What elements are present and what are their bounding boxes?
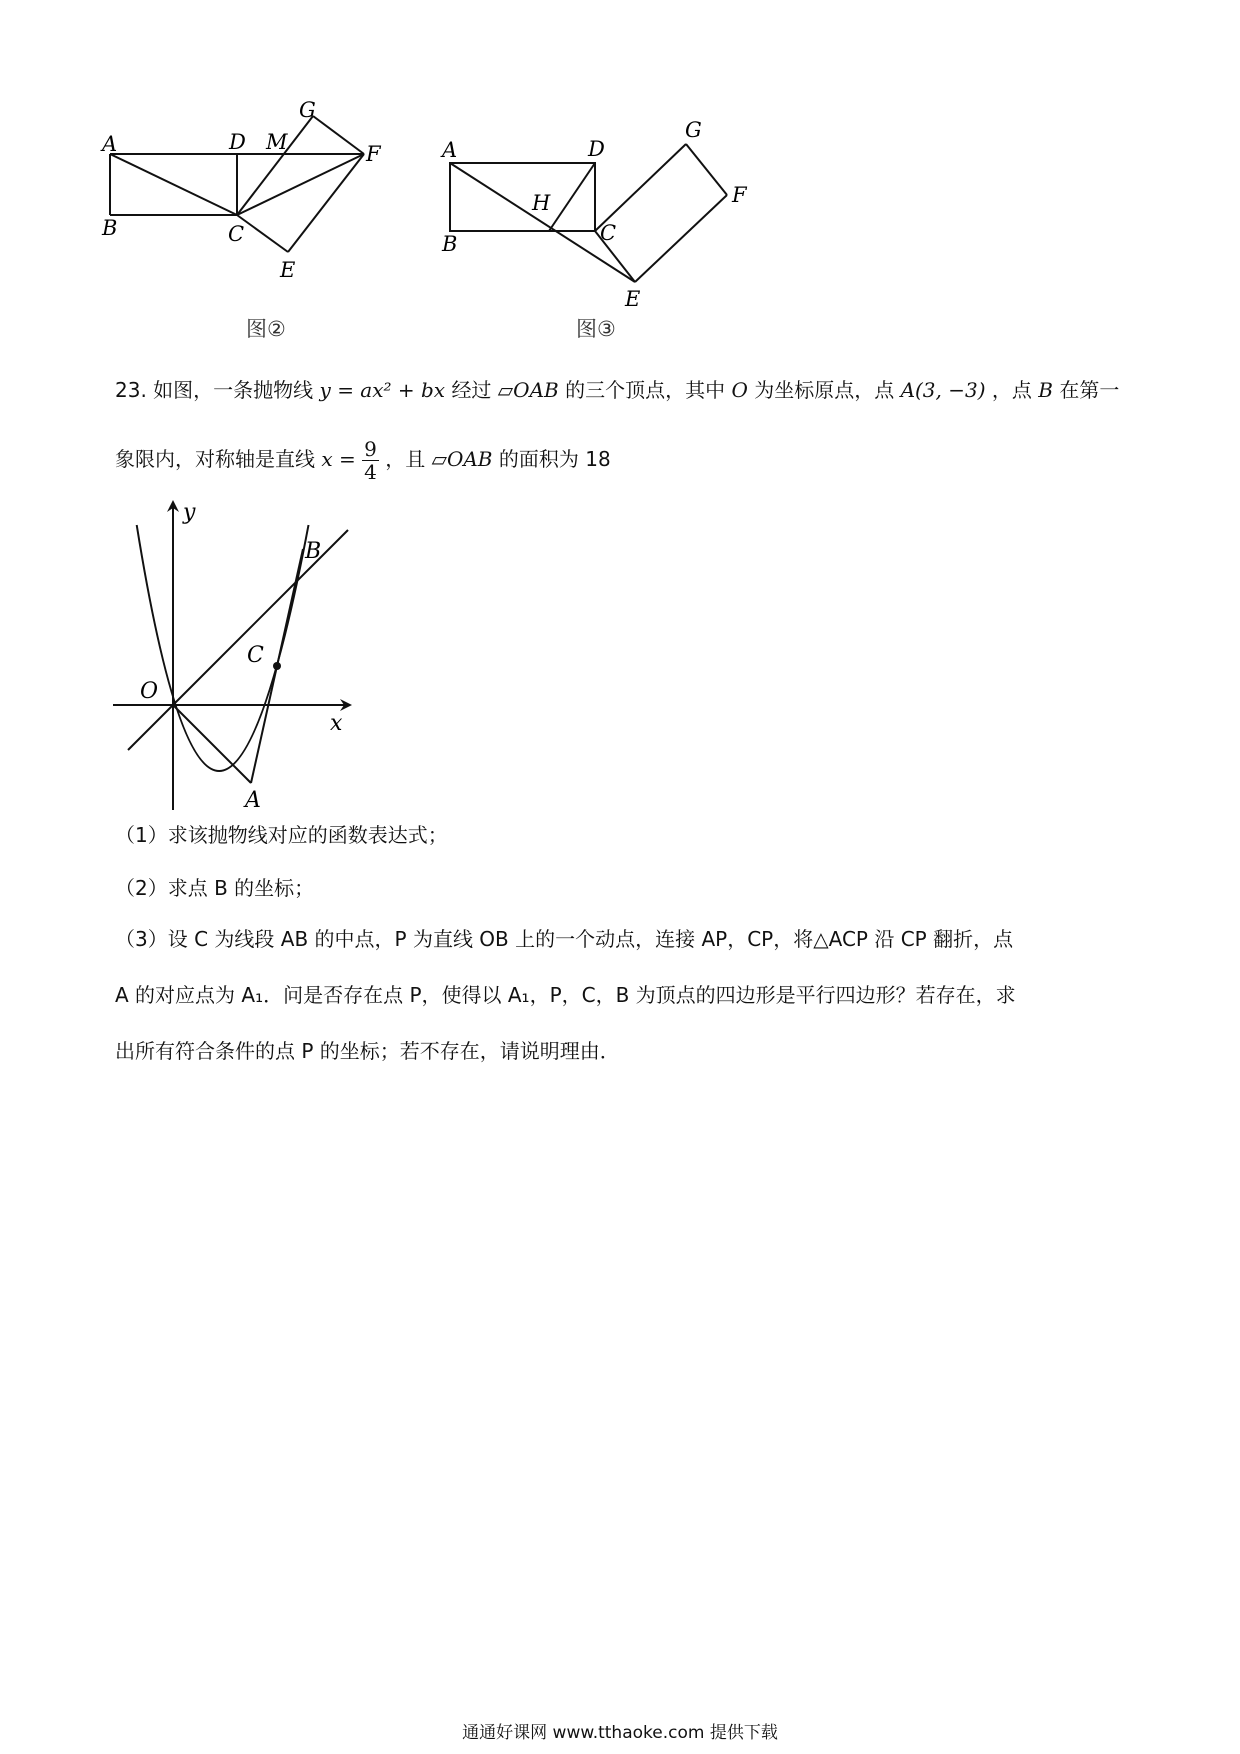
symmetry-axis-fraction [362,438,379,483]
fig2-label-e: E [280,258,296,282]
fig2-label-c: C [228,222,245,246]
y-axis-label: y [183,500,196,525]
x-axis-label: x [330,711,343,736]
segment-ce [237,215,288,252]
origin-variable: O [731,378,748,402]
fig3-label-e: E [625,287,641,310]
question-1: （1）求该抛物线对应的函数表达式； [115,823,448,847]
question-3-line-3: 出所有符合条件的点 P 的坐标；若不存在，请说明理由． [115,1039,620,1063]
point-a-coordinates: A(3, −3) [900,378,986,402]
fig3-label-b: B [442,232,458,256]
problem-line-1 [115,375,1119,405]
question-3-line-2: A 的对应点为 A₁．问是否存在点 P，使得以 A₁，P，C，B 为顶点的四边形是平行四边形？若存在，求 [115,983,1016,1007]
segment-gf [313,116,364,154]
figure-3-drawing [430,110,760,310]
problem-text-1d: 为坐标原点，点 [754,378,895,402]
problem-line-2 [115,438,611,483]
problem-text-1f: 在第一 [1059,378,1120,402]
fraction-numerator: 9 [364,437,377,461]
fig3-label-c: C [600,221,617,245]
parabola-curve [137,525,309,771]
point-c-label: C [247,643,264,668]
segment-gf [686,144,727,195]
parallelogram-name: ▱OAB [497,378,559,402]
figure-3-caption: 图③ [576,317,616,341]
fig2-label-g: G [299,98,316,122]
segment-cg [595,144,686,231]
problem-text-2a: 象限内，对称轴是直线 [115,447,315,471]
fig2-label-b: B [102,216,118,240]
fig2-label-f: F [366,142,381,166]
point-b-label: B [305,539,322,564]
fig3-label-g: G [685,118,702,142]
problem-text-2b: ，且 [385,447,426,471]
fig2-label-m: M [266,130,288,154]
figure-2-drawing [100,95,400,310]
fig2-label-d: D [229,130,246,154]
problem-text-1a: 如图，一条抛物线 [153,378,314,402]
fig3-label-f: F [732,183,747,207]
segment-ac [110,154,237,215]
segment-dh [549,163,595,231]
point-a-label: A [245,788,261,813]
segment-ef [288,154,364,252]
problem-text-1e: ，点 [991,378,1032,402]
symmetry-axis-lhs: x = [321,447,356,471]
problem-text-1c: 的三个顶点，其中 [565,378,726,402]
point-b-variable: B [1038,378,1053,402]
segment-fe [635,195,727,282]
origin-label: O [140,679,159,704]
question-3-line-1: （3）设 C 为线段 AB 的中点，P 为直线 OB 上的一个动点，连接 AP，CP，将△ACP 沿 CP 翻折，点 [115,927,1014,951]
figure-2-caption: 图② [246,317,286,341]
problem-text-1b: 经过 [451,378,492,402]
parallelogram-name-2: ▱OAB [431,447,493,471]
parabola-equation: y = ax² + bx [319,378,446,402]
parabola-graph [105,490,365,815]
segment-cf [237,154,364,215]
segment-oa [173,705,251,783]
rectangle-abcd [450,163,595,231]
question-2: （2）求点 B 的坐标； [115,876,315,900]
fig3-label-h: H [532,191,551,215]
fig3-label-d: D [588,137,605,161]
problem-number: 23. [115,378,147,402]
fig3-label-a: A [442,138,458,162]
page-footer: 通通好课网 www.tthaoke.com 提供下载 [462,1723,778,1743]
point-c-dot [273,662,281,670]
fig2-label-a: A [102,132,118,156]
fraction-denominator: 4 [364,460,377,484]
problem-text-2c: 的面积为 18 [498,447,611,471]
